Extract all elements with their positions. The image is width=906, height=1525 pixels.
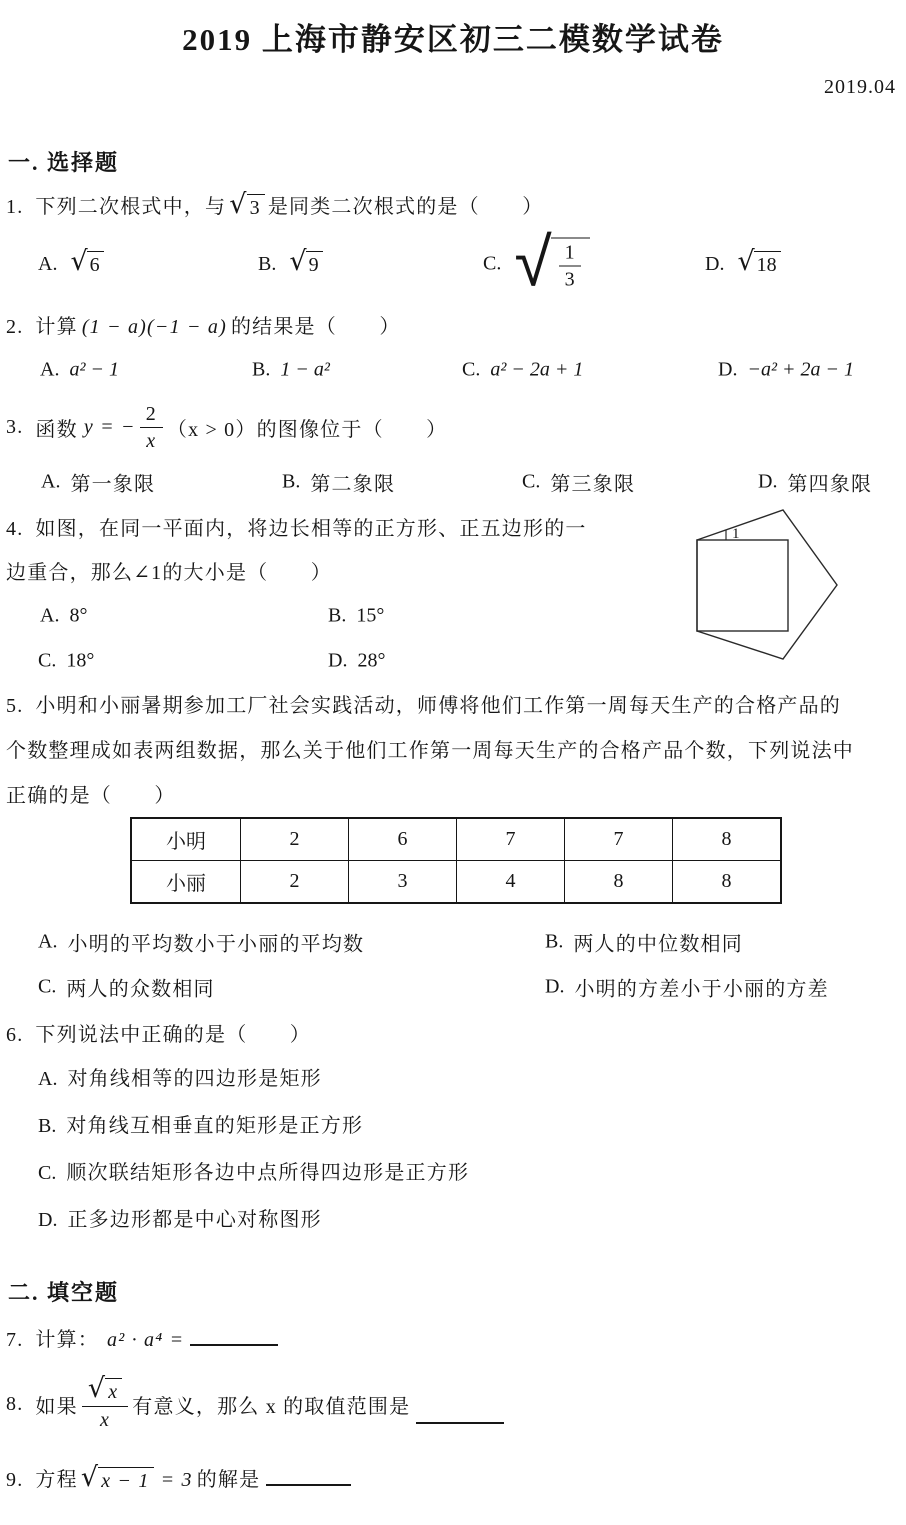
option-text: 第二象限 (310, 473, 396, 496)
fraction (140, 403, 163, 452)
figure-angle-label: 1 (732, 526, 740, 542)
option-label: A. (38, 1068, 58, 1090)
question-2 (6, 310, 401, 339)
option-label: A. (38, 930, 58, 953)
table-cell: 3 (349, 861, 457, 904)
fraction-numerator: 1 (559, 242, 581, 267)
question-5-line3: 正确的是（ ） (6, 785, 176, 807)
question-5-line1 (6, 689, 841, 718)
q3-option-b (282, 468, 395, 497)
answer-blank (416, 1403, 504, 1424)
q1-option-d (705, 246, 784, 277)
option-label: C. (38, 1162, 57, 1184)
option-label: B. (545, 930, 564, 953)
option-text: 两人的中位数相同 (573, 933, 743, 956)
q6-option-d (38, 1203, 322, 1232)
table-cell: 2 (241, 861, 349, 904)
table-cell: 6 (349, 818, 457, 861)
question-1-text-before: 下列二次根式中，与 (35, 196, 227, 218)
question-9-text-after: 的解是 (196, 1469, 261, 1491)
function-lead-expression: y = − (83, 415, 136, 438)
q2-option-a (40, 359, 119, 382)
radical-sign: √ (80, 1462, 100, 1493)
question-9-text-before: 方程 (35, 1469, 78, 1491)
option-label: D. (545, 975, 565, 998)
option-label: D. (328, 649, 348, 672)
question-5-line2: 个数整理成如表两组数据，那么关于他们工作第一周每天生产的合格产品个数，下列说法中 (6, 740, 854, 762)
option-label: B. (258, 252, 277, 275)
option-label: B. (328, 604, 347, 627)
question-6 (6, 1018, 311, 1047)
question-9 (6, 1463, 351, 1493)
table-cell: 7 (457, 818, 565, 861)
radicand: 3 (247, 194, 265, 220)
fraction-numerator: 2 (140, 403, 163, 428)
radicand: 9 (306, 251, 323, 277)
option-label: D. (38, 1209, 58, 1231)
question-7 (6, 1323, 278, 1352)
question-6-number: 6. (6, 1024, 24, 1046)
question-4-number: 4. (6, 518, 24, 540)
option-label: A. (40, 604, 60, 627)
question-5-text-line1: 小明和小丽暑期参加工厂社会实践活动，师傅将他们工作第一周每天生产的合格产品的 (35, 695, 842, 717)
table-cell: 4 (457, 861, 565, 904)
option-label: C. (462, 358, 481, 381)
exam-date: 2019.04 (824, 76, 896, 98)
option-label: A. (38, 252, 58, 275)
option-text: 正多边形都是中心对称图形 (67, 1209, 322, 1231)
option-label: D. (718, 358, 738, 381)
option-label: D. (705, 252, 725, 275)
question-3-number: 3. (6, 415, 24, 438)
option-expression: −a² + 2a − 1 (747, 358, 854, 381)
question-2-text-after: 的结果是（ ） (230, 316, 401, 338)
q2-option-b (252, 359, 330, 382)
q5-option-d (545, 973, 829, 1002)
radical-sign: √ (289, 246, 307, 277)
section-two-heading: 二. 填空题 (8, 1280, 120, 1305)
q3-option-c (522, 468, 635, 497)
table-cell: 8 (565, 861, 673, 904)
option-text: 对角线相等的四边形是矩形 (67, 1068, 322, 1090)
pentagon-outline (697, 510, 837, 659)
question-2-expression: (1 − a)(−1 − a) (81, 316, 227, 338)
question-4-text-line1: 如图，在同一平面内，将边长相等的正方形、正五边形的一 (35, 518, 587, 540)
question-1-number: 1. (6, 196, 24, 218)
radicand: x − 1 (98, 1467, 153, 1493)
question-8-number: 8. (6, 1392, 24, 1415)
q5-option-b (545, 928, 743, 957)
option-text: 对角线互相垂直的矩形是正方形 (66, 1115, 364, 1137)
radical-sign: √ (87, 1372, 107, 1404)
radicand (551, 238, 590, 291)
q6-option-a (38, 1062, 322, 1091)
question-1 (6, 190, 543, 220)
question-4-line1 (6, 512, 587, 541)
question-3-text-before: 函数 (35, 418, 78, 441)
question-7-number: 7. (6, 1329, 24, 1351)
option-label: D. (758, 470, 778, 493)
question-8-text-after: 有意义，那么 x 的取值范围是 (132, 1395, 411, 1418)
option-text: 15° (356, 604, 385, 627)
radicand: 6 (87, 251, 104, 277)
fraction-denominator: x (146, 429, 157, 452)
table-cell: 8 (673, 861, 782, 904)
q2-option-d (718, 359, 854, 382)
fraction-denominator: 3 (564, 268, 575, 291)
option-label: B. (252, 358, 271, 381)
option-label: B. (38, 1115, 57, 1137)
option-text: 28° (357, 649, 386, 672)
row-header-cell: 小明 (131, 818, 241, 861)
equation-rhs: = 3 (160, 1469, 193, 1491)
q1-option-a (38, 246, 107, 277)
radical-sign: √ (229, 189, 248, 220)
q6-option-c (38, 1156, 469, 1185)
question-2-number: 2. (6, 316, 24, 338)
question-2-text-before: 计算 (35, 316, 78, 338)
table-row-xiaoming (131, 818, 781, 861)
option-label: C. (522, 470, 541, 493)
option-text: 第四象限 (787, 473, 873, 496)
sqrt-18-expression (737, 246, 780, 277)
section-one-heading: 一. 选择题 (8, 150, 120, 175)
answer-blank (266, 1465, 351, 1486)
table-cell: 7 (565, 818, 673, 861)
question-3 (6, 396, 447, 458)
option-text: 小明的平均数小于小丽的平均数 (67, 933, 365, 956)
option-text: 两人的众数相同 (66, 978, 215, 1001)
sqrt-3-expression (229, 189, 265, 220)
answer-blank (190, 1325, 278, 1346)
q4-option-c (38, 650, 94, 673)
question-3-text-after: （x > 0）的图像位于（ ） (166, 418, 448, 441)
q4-option-b (328, 605, 384, 628)
fraction-numerator (82, 1372, 128, 1407)
q4-option-d (328, 650, 385, 673)
table-cell: 2 (241, 818, 349, 861)
question-8 (6, 1368, 504, 1440)
option-expression: 1 − a² (280, 358, 330, 381)
table-row-xiaoli (131, 861, 781, 904)
radicand: 18 (754, 251, 781, 277)
question-5-options-row2 (0, 971, 906, 1003)
fraction (82, 1372, 128, 1431)
question-7-text-before: 计算： (35, 1329, 100, 1351)
question-1-text-after: 是同类二次根式的是（ ） (267, 196, 544, 218)
production-data-table (130, 817, 782, 904)
option-label: C. (38, 975, 57, 998)
q1-option-c (483, 223, 593, 303)
question-1-options (0, 223, 906, 303)
option-label: B. (282, 470, 301, 493)
option-text: 小明的方差小于小丽的方差 (574, 978, 829, 1001)
q1-option-b (258, 246, 326, 277)
option-label: A. (41, 470, 61, 493)
page-title: 2019 上海市静安区初三二模数学试卷 (182, 22, 724, 57)
question-4-line2: 边重合，那么∠1的大小是（ ） (6, 562, 332, 584)
option-label: C. (38, 649, 57, 672)
question-6-text: 下列说法中正确的是（ ） (35, 1024, 312, 1046)
option-expression: a² − 2a + 1 (490, 358, 584, 381)
sqrt-9-expression (289, 246, 322, 277)
option-expression: a² − 1 (69, 358, 119, 381)
radicand: x (105, 1378, 122, 1404)
question-2-options (0, 352, 906, 388)
sqrt-x-minus-1-expression (80, 1462, 154, 1493)
question-5-options-row1 (0, 926, 906, 958)
option-text: 18° (66, 649, 95, 672)
option-text: 第三象限 (550, 473, 636, 496)
q3-option-a (41, 468, 155, 497)
question-5-number: 5. (6, 695, 24, 717)
option-label: A. (40, 358, 60, 381)
radical-sign: √ (737, 246, 755, 277)
question-7-expression: a² · a⁴ = (107, 1329, 185, 1351)
q3-option-d (758, 468, 872, 497)
q4-option-a (40, 605, 87, 628)
q5-option-a (38, 928, 364, 957)
option-label: C. (483, 252, 502, 275)
row-header-cell: 小丽 (131, 861, 241, 904)
q5-option-c (38, 973, 215, 1002)
sqrt-x-expression (87, 1372, 122, 1404)
question-8-text-before: 如果 (35, 1395, 78, 1418)
option-text: 顺次联结矩形各边中点所得四边形是正方形 (66, 1162, 470, 1184)
option-text: 第一象限 (70, 473, 156, 496)
square-outline (697, 540, 788, 631)
q2-option-c (462, 359, 583, 382)
sqrt-one-third-expression (514, 223, 589, 303)
sqrt-6-expression (70, 246, 103, 277)
fraction (559, 242, 581, 291)
question-9-number: 9. (6, 1469, 24, 1491)
square-pentagon-figure (660, 494, 860, 679)
fraction-denominator: x (100, 1408, 111, 1431)
radical-sign: √ (514, 223, 552, 303)
option-text: 8° (69, 604, 88, 627)
table-cell: 8 (673, 818, 782, 861)
q6-option-b (38, 1109, 363, 1138)
radical-sign: √ (70, 246, 88, 277)
